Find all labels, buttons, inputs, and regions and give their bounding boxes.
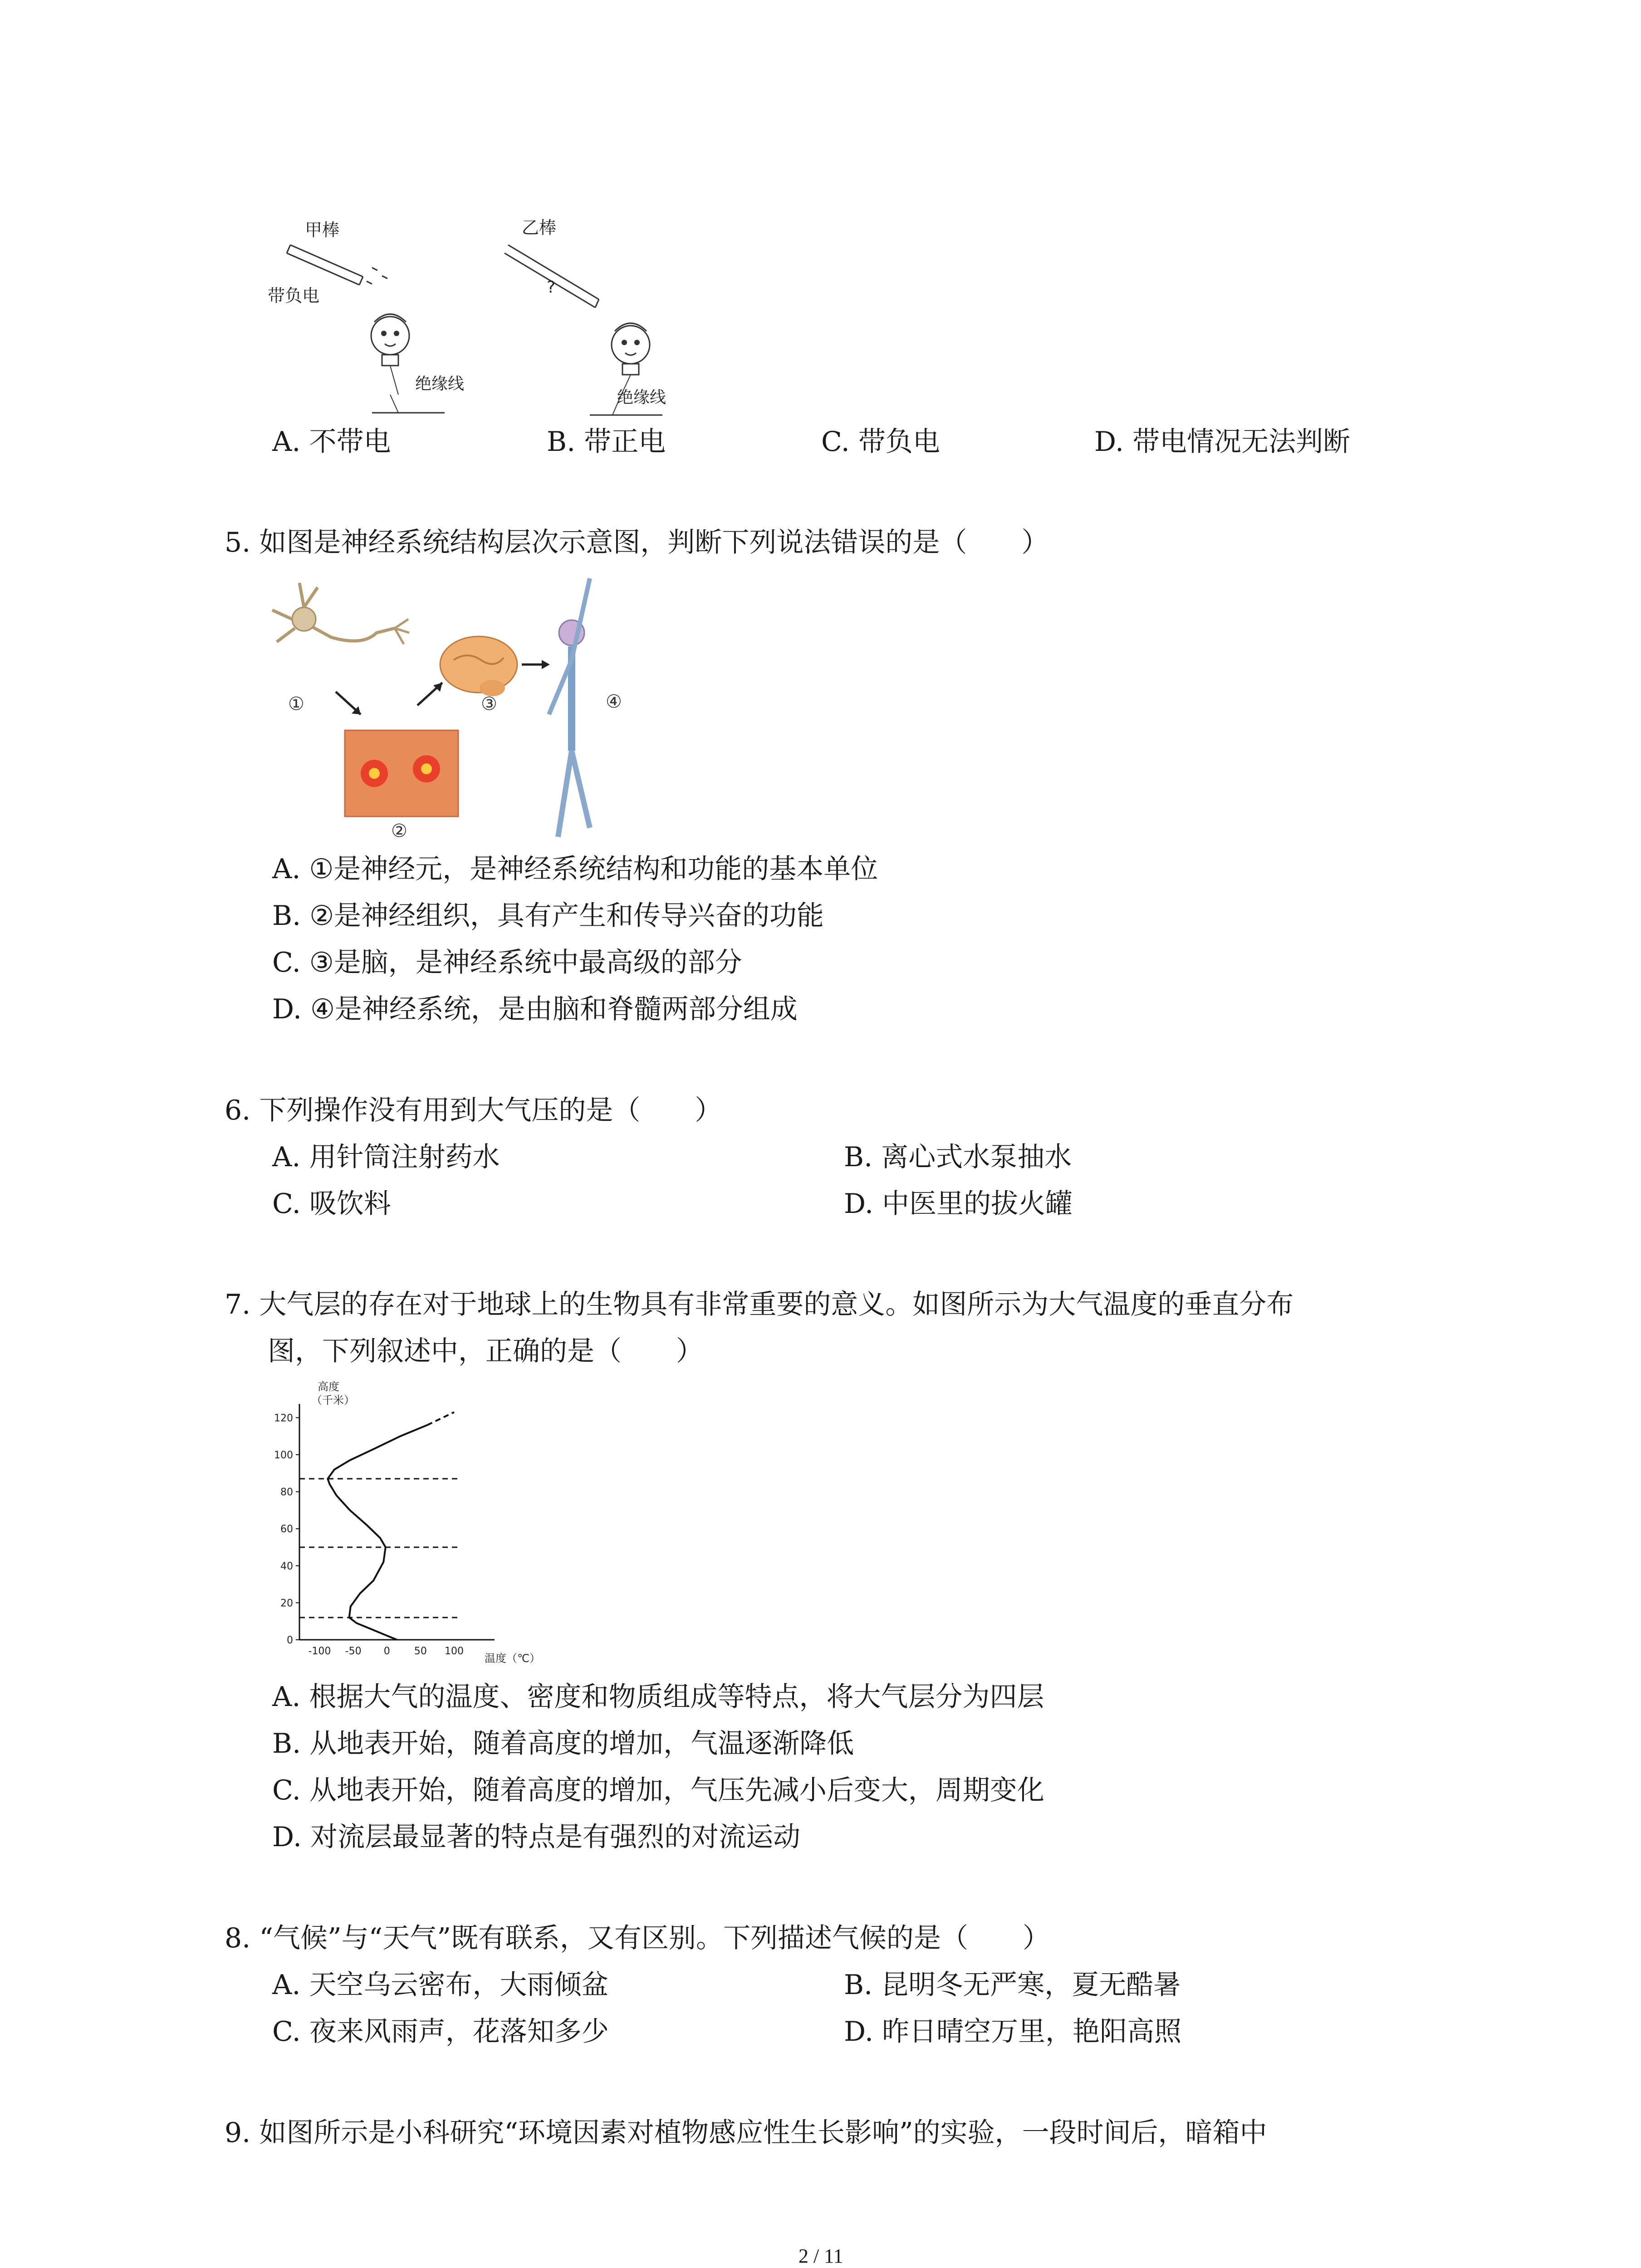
y-tick-label: 0 [287,1635,293,1646]
q5-option-d: D. ④是神经系统，是由脑和脊髓两部分组成 [272,993,798,1025]
q6-option-b: B. 离心式水泵抽水 [844,1141,1072,1173]
thread-label-b: 绝缘线 [617,388,666,407]
atmosphere-temperature-chart [254,1379,572,1674]
q4-option-a: A. 不带电 [272,426,391,458]
chart-axes [299,1404,495,1640]
q5-option-a: A. ①是神经元，是神经系统结构和功能的基本单位 [272,853,878,885]
chart-ylabel-line2: （千米） [311,1394,355,1407]
q6-stem: 6. 下列操作没有用到大气压的是（ ） [225,1095,722,1126]
q7-option-a: A. 根据大气的温度、密度和物质组成等特点，将大气层分为四层 [272,1681,1044,1713]
rod-a [287,245,387,285]
q7-stem-line2: 图，下列叙述中，正确的是（ ） [268,1335,703,1367]
q5-option-b: B. ②是神经组织，具有产生和传导兴奋的功能 [272,900,824,932]
nervous-system-image [549,578,590,837]
q4-option-c: C. 带负电 [821,426,940,458]
chart-ticks [274,1413,464,1657]
x-tick-label: 0 [383,1646,390,1657]
chart-dashed-lines [299,1479,461,1618]
page-number: 2 / 11 [798,2245,843,2267]
q4-option-d: D. 带电情况无法判断 [1094,426,1351,458]
y-tick-label: 80 [280,1486,293,1498]
rod-a-label: 甲棒 [305,220,340,240]
y-tick-label: 100 [274,1450,293,1461]
q7-stem-line1: 7. 大气层的存在对于地球上的生物具有非常重要的意义。如图所示为大气温度的垂直分布 [225,1289,1294,1320]
y-tick-label: 40 [280,1560,293,1572]
figure-label-4: ④ [606,691,622,712]
q8-option-a: A. 天空乌云密布，大雨倾盆 [272,1969,609,2001]
chart-xlabel: 温度（℃） [485,1652,540,1665]
x-tick-label: -100 [308,1646,331,1657]
q7-option-b: B. 从地表开始，随着高度的增加，气温逐渐降低 [272,1728,854,1760]
y-tick-label: 120 [274,1413,293,1424]
rod-b-label: 乙棒 [522,218,557,238]
q4-figure [254,213,798,422]
figure-label-2: ② [391,821,407,841]
figure-label-1: ① [288,694,304,714]
q6-option-c: C. 吸饮料 [272,1188,391,1220]
y-tick-label: 60 [280,1524,293,1535]
y-tick-label: 20 [280,1598,293,1609]
ball-a [371,314,445,413]
temperature-curve [328,1425,427,1640]
x-tick-label: 50 [414,1646,427,1657]
chart-ylabel-line1: 高度 [318,1380,339,1393]
q4-option-b: B. 带正电 [547,426,666,458]
q5-figure [263,569,671,841]
temperature-curve-extension [427,1412,454,1425]
x-tick-label: -50 [345,1646,362,1657]
q6-option-d: D. 中医里的拔火罐 [844,1188,1073,1220]
brain-image [440,636,517,696]
nerve-tissue-image [345,730,458,816]
rod-b-charge-label: ? [547,278,556,297]
rod-a-charge-label: 带负电 [268,286,320,306]
chart-series [328,1412,454,1640]
thread-label-a: 绝缘线 [415,375,465,393]
q6-option-a: A. 用针筒注射药水 [272,1141,500,1173]
q8-option-b: B. 昆明冬无严寒，夏无酷暑 [844,1969,1181,2001]
q8-stem: 8. “气候”与“天气”既有联系，又有区别。下列描述气候的是（ ） [225,1922,1050,1954]
figure-label-3: ③ [481,694,497,714]
neuron-image [272,583,409,644]
q7-option-d: D. 对流层最显著的特点是有强烈的对流运动 [272,1821,801,1853]
q8-option-d: D. 昨日晴空万里，艳阳高照 [844,2016,1182,2048]
q8-option-c: C. 夜来风雨声，花落知多少 [272,2016,609,2048]
q7-option-c: C. 从地表开始，随着高度的增加，气压先减小后变大，周期变化 [272,1774,1044,1806]
q9-stem: 9. 如图所示是小科研究“环境因素对植物感应性生长影响”的实验，一段时间后，暗箱中 [225,2117,1267,2149]
q5-stem: 5. 如图是神经系统结构层次示意图，判断下列说法错误的是（ ） [225,527,1049,558]
x-tick-label: 100 [445,1646,464,1657]
q5-option-c: C. ③是脑，是神经系统中最高级的部分 [272,947,742,978]
rod-b [505,245,599,308]
